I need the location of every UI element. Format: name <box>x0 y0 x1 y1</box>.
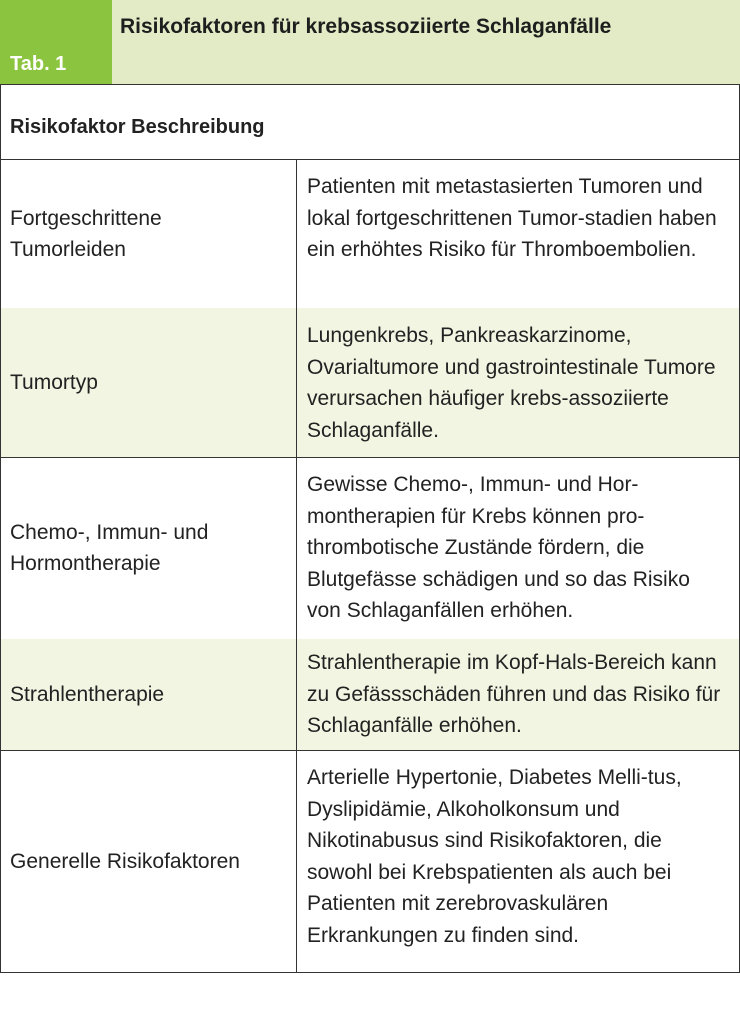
factor-text: Tumortyp <box>10 371 98 394</box>
column-header-label: Risikofaktor Beschreibung <box>10 116 265 138</box>
factor-text: Generelle Risikofaktoren <box>10 849 240 873</box>
description-cell <box>297 308 739 457</box>
factor-cell <box>1 457 297 639</box>
table-row <box>0 639 740 751</box>
description-text: Lungenkrebs, Pankreaskarzinome, Ovarialtumore und gastrointestinale Tumore verursachen häufiger krebs-assoziierte Schlaganfälle. <box>307 324 716 442</box>
description-text: Arterielle Hypertonie, Diabetes Melli-tus, Dyslipidämie, Alkoholkonsum und Nikotinabusus sind Risikofaktoren, die sowohl bei Krebspatienten als auch bei Patienten mit zerebrovaskulären Erkrankungen zu finden sind. <box>307 766 682 947</box>
factor-cell <box>1 639 297 750</box>
table-row <box>0 159 740 309</box>
table-row <box>0 457 740 640</box>
description-text: Strahlentherapie im Kopf-Hals-Bereich kann zu Gefässschäden führen und das Risiko für Schlaganfälle erhöhen. <box>307 651 721 737</box>
table-header-band <box>0 0 740 84</box>
description-cell <box>297 639 739 750</box>
description-text: Gewisse Chemo-, Immun- und Hor-montherapien für Krebs können pro-thrombotische Zustände fördern, die Blutgefässe schädigen und so das Risiko von Schlaganfällen erhöhen. <box>307 473 690 622</box>
factor-text: Fortgeschrittene Tumorleiden <box>10 206 162 261</box>
description-cell <box>297 457 739 639</box>
description-cell <box>297 159 739 308</box>
description-text: Patienten mit metastasierten Tumoren und lokal fortgeschrittenen Tumor-stadien haben ein erhöhtes Risiko für Thromboembolien. <box>307 175 717 261</box>
table-number-tab <box>0 0 112 84</box>
table-row <box>0 308 740 458</box>
factor-text: Chemo-, Immun- und Hormontherapie <box>10 521 209 575</box>
column-header-row <box>0 84 740 160</box>
table-row <box>0 750 740 973</box>
table-title: Risikofaktoren für krebsassoziierte Schlaganfälle <box>120 15 612 38</box>
table-number-label: Tab. 1 <box>10 53 67 75</box>
factor-cell <box>1 308 297 457</box>
factor-cell <box>1 750 297 972</box>
factor-cell <box>1 159 297 308</box>
description-cell <box>297 750 739 972</box>
factor-text: Strahlentherapie <box>10 683 165 706</box>
